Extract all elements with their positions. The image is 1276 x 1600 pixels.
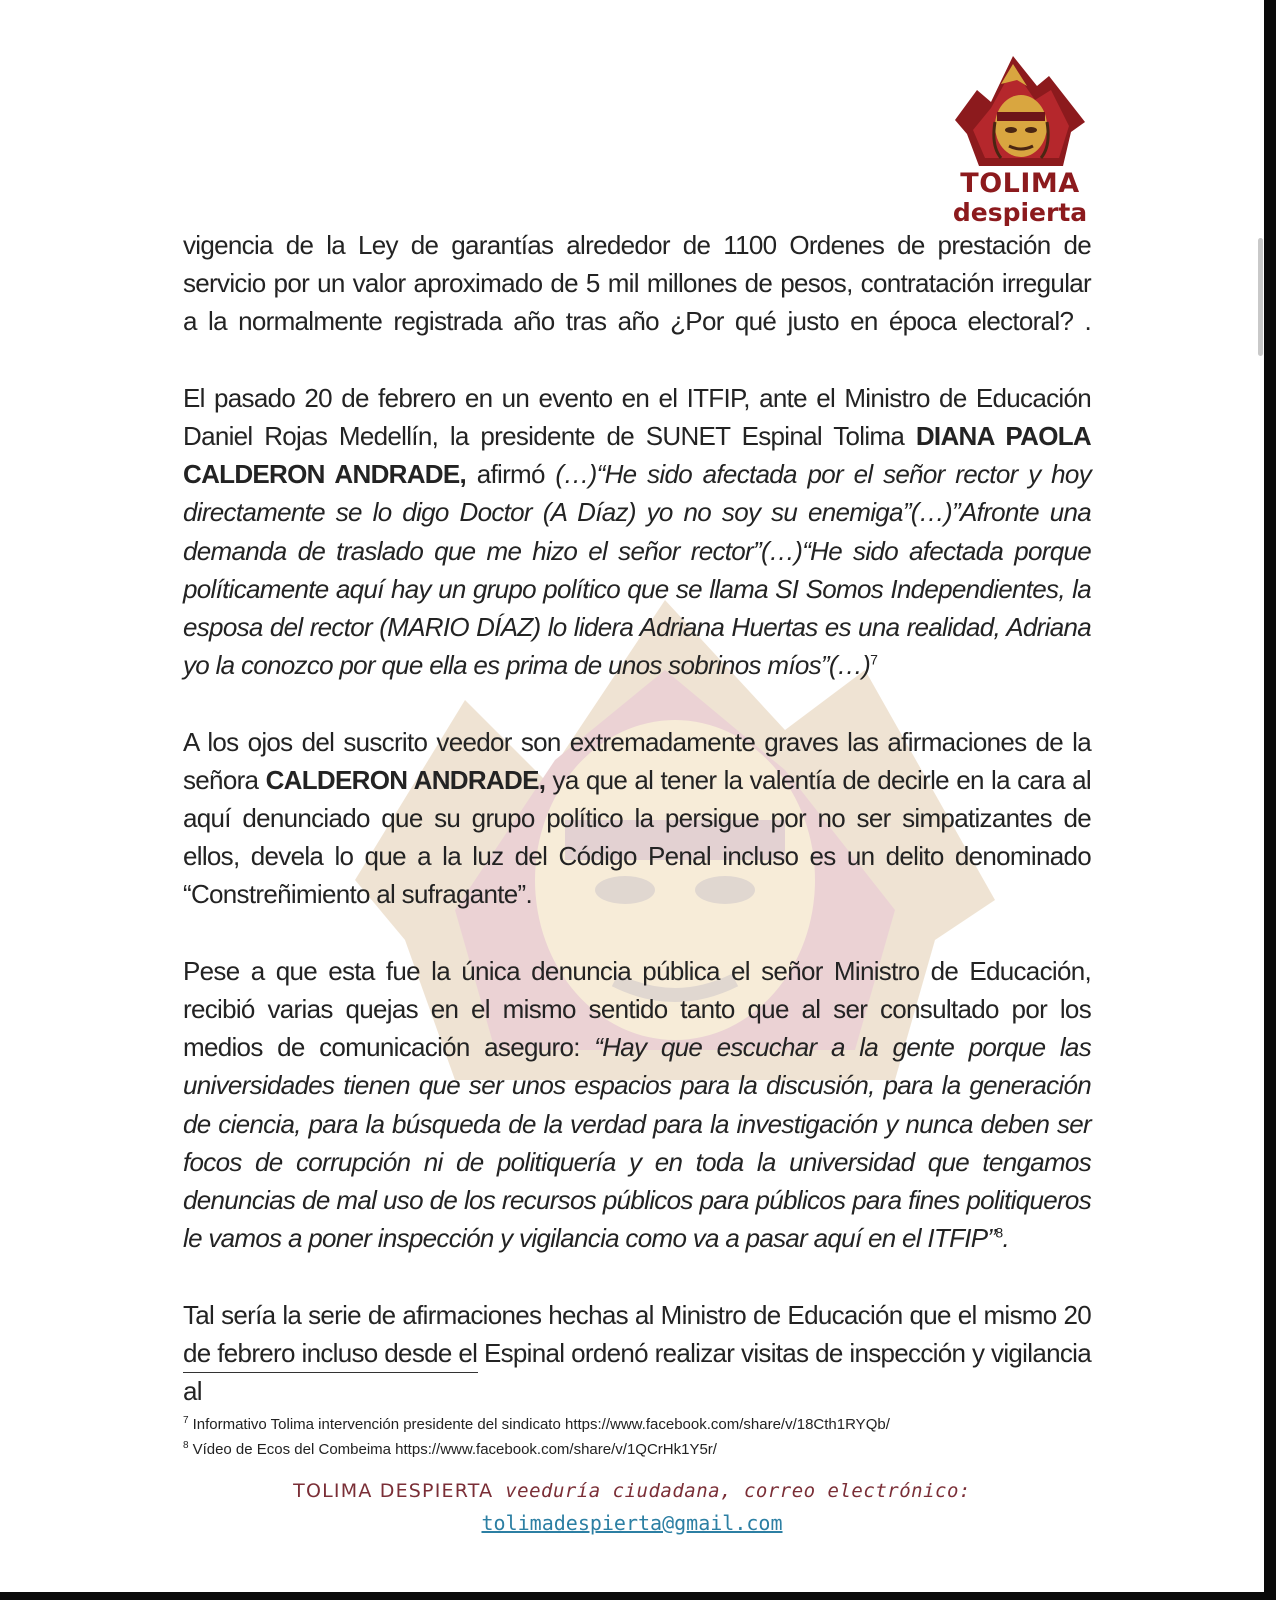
footnote-ref-8: 8 bbox=[995, 1224, 1003, 1241]
footer-org-name: TOLIMA DESPIERTA bbox=[293, 1480, 494, 1502]
tolima-despierta-logo bbox=[945, 50, 1095, 228]
paragraph-3-intro: A los ojos del suscrito veedor son extremadamente graves las afirmaciones de la señora bbox=[183, 726, 1091, 795]
paragraph-5: Tal sería la serie de afirmaciones hechas al Ministro de Educación que el mismo 20 de febrero incluso desde el Espinal ordenó realizar visitas de inspección y vigilancia al bbox=[183, 1299, 1091, 1407]
footnote-number: 8 bbox=[183, 1440, 189, 1451]
footnote-divider bbox=[183, 1372, 478, 1373]
footnote-text: Vídeo de Ecos del Combeima https://www.facebook.com/share/v/1QCrHk1Y5r/ bbox=[192, 1441, 717, 1458]
footnotes bbox=[183, 1412, 1083, 1462]
footnote-ref-7: 7 bbox=[870, 651, 878, 668]
footnote-number: 7 bbox=[183, 1415, 189, 1426]
paragraph-2-name: DIANA PAOLA CALDERON ANDRADE, bbox=[183, 421, 1091, 490]
paragraph-2-intro: El pasado 20 de febrero en un evento en el ITFIP, ante el Ministro de Educación Daniel Rojas Medellín, la presidente de SUNET Espinal Tolima bbox=[183, 382, 1091, 451]
footer-org-desc: veeduría ciudadana, correo electrónico: bbox=[493, 1480, 971, 1502]
paragraph-4-quote: “Hay que escuchar a la gente porque las universidades tienen que ser unos espacios para la discusión, para la generación de ciencia, para la búsqueda de la verdad para la investigación y nunca deben ser focos de corrupción ni de politiquería y en toda la universidad que tengamos denuncias de mal uso de los recursos públicos para públicos para fines politiqueros le vamos a poner inspección y vigilancia como va a pasar aquí en el ITFIP” bbox=[183, 1032, 1091, 1254]
paragraph-4 bbox=[183, 952, 1091, 1258]
footer-org-line bbox=[0, 1480, 1264, 1502]
paragraph-2-verb: afirmó bbox=[466, 459, 556, 490]
mountain-face-logo-icon bbox=[951, 50, 1089, 174]
paragraph-3-name: CALDERON ANDRADE, bbox=[265, 764, 546, 795]
paragraph-4-end: . bbox=[1002, 1223, 1010, 1254]
paragraph-2 bbox=[183, 379, 1091, 685]
logo-subtitle: despierta bbox=[952, 198, 1088, 227]
paragraph-3-rest: ya que al tener la valentía de decirle en la cara al aquí denunciado que su grupo político la persigue por no ser simpatizantes de ellos, devela lo que a la luz del Código Penal incluso es un delito denominado “Constreñimiento al sufragante”. bbox=[183, 764, 1091, 910]
paragraph-2-quote: (…)“He sido afectada por el señor rector y hoy directamente se lo digo Doctor (A Díaz) yo no soy su enemiga”(…)”Afronte una demanda de traslado que me hizo el señor rector”(…)“He sido afectada porque políticamente aquí hay un grupo político que se llama SI Somos Independientes, la esposa del rector (MARIO DÍAZ) lo lidera Adriana Huertas es una realidad, Adriana yo la conozco por que ella es prima de unos sobrinos míos”(…) bbox=[183, 459, 1091, 681]
scrollbar-thumb[interactable] bbox=[1258, 238, 1263, 356]
paragraph-1: vigencia de la Ley de garantías alrededor de 1100 Ordenes de prestación de servicio por un valor aproximado de 5 mil millones de pesos, contratación irregular a la normalmente registrada año tras año ¿Por qué justo en época electoral? . bbox=[183, 230, 1091, 337]
paragraph-3 bbox=[183, 723, 1091, 914]
document-body bbox=[183, 226, 1091, 1448]
footnote-8 bbox=[183, 1437, 1083, 1462]
paragraph-4-intro: Pese a que esta fue la única denuncia pública el señor Ministro de Educación, recibió varias quejas en el mismo sentido tanto que al ser consultado por los medios de comunicación aseguro: bbox=[183, 955, 1091, 1063]
footnote-text: Informativo Tolima intervención presidente del sindicato https://www.facebook.com/share/v/18Cth1RYQb/ bbox=[192, 1416, 890, 1433]
footer-email-link[interactable]: tolimadespierta@gmail.com bbox=[481, 1511, 783, 1535]
logo-title: TOLIMA bbox=[960, 168, 1080, 199]
footnote-7 bbox=[183, 1412, 1083, 1437]
